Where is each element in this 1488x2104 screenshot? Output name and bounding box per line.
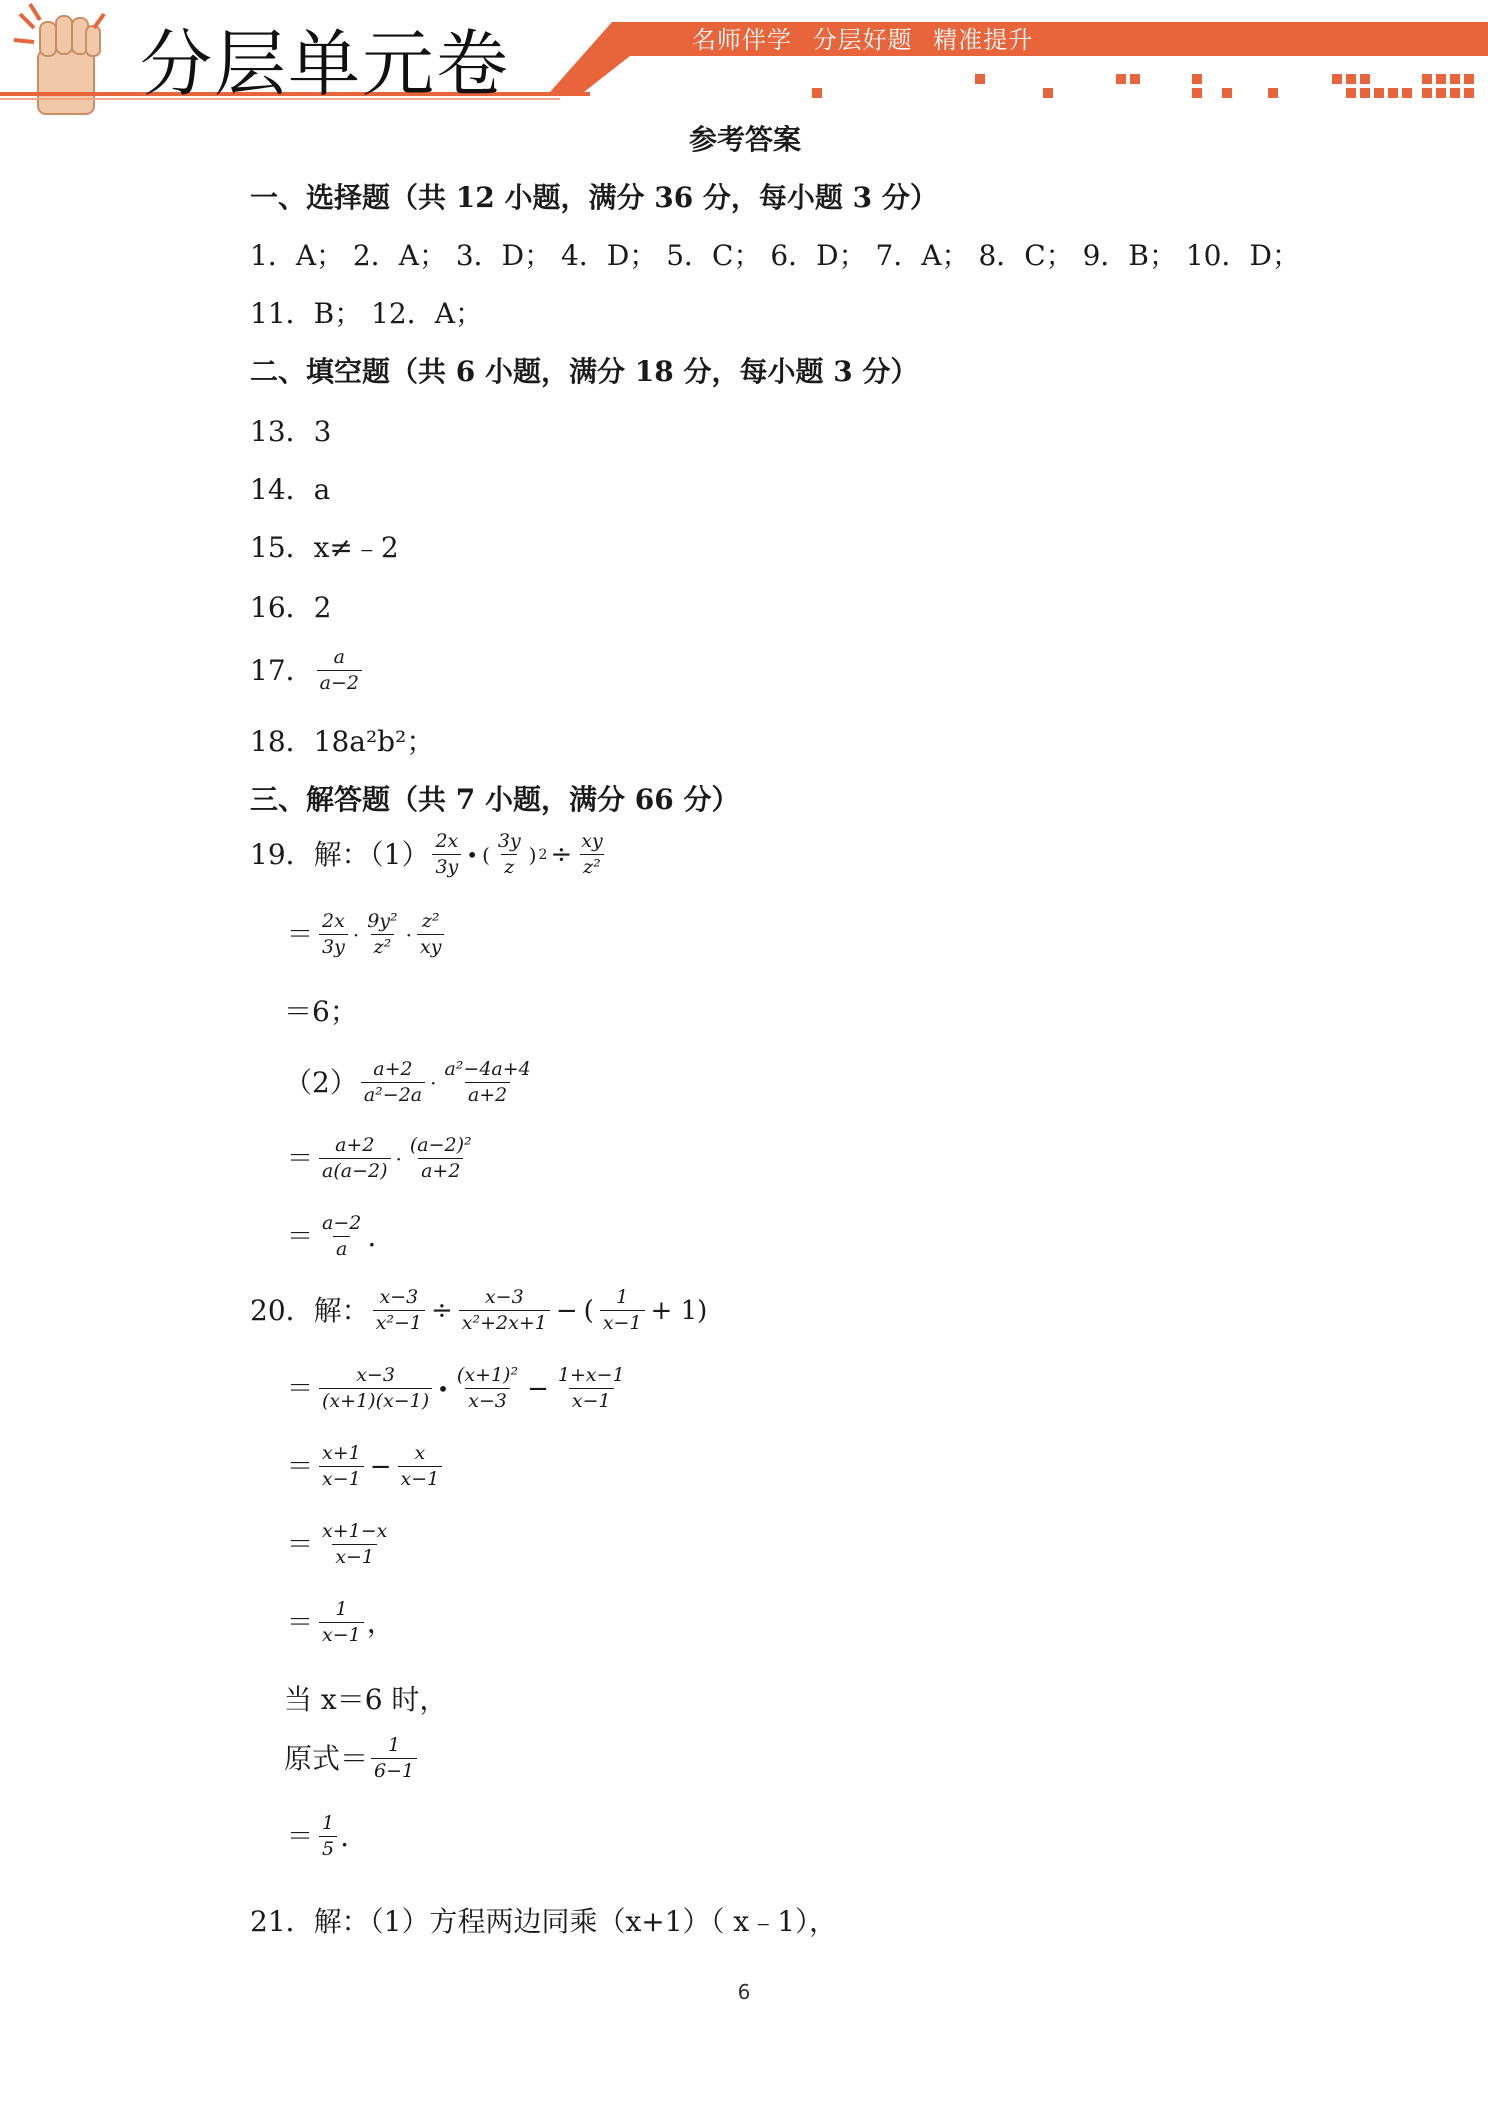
- answer-13: 13．3: [250, 415, 332, 448]
- answer-17-label: 17．: [250, 653, 314, 687]
- q20-step-4: ＝ $\frac{1}{x-1}$ ，: [287, 1598, 395, 1646]
- brand-title: 分层单元卷: [140, 22, 511, 106]
- q19-step-3: ＝ $\frac{a+2}{a(a-2)}$ · $\frac{\text{(a−2)²}}{a+2}$: [287, 1134, 472, 1182]
- q19-problem-1: 19．解：（1） $\frac{2x}{3y}$ • ( $\frac{3y}{z}$ ) 2 ÷ $\frac{xy}{\text{z²}}$: [250, 830, 603, 878]
- answer-14: 14．a: [250, 473, 331, 506]
- fist-logo-icon: [14, 4, 104, 114]
- q20-final: ＝ $\frac{1}{5}$ .: [287, 1812, 350, 1860]
- q20-step-2: ＝ $\frac{x+1}{x-1}$ − $\frac{x}{x-1}$: [284, 1444, 445, 1489]
- header-banner: [0, 0, 1488, 120]
- q20-when: 当 x＝6 时，: [284, 1683, 448, 1716]
- decorative-dots: [812, 74, 1474, 98]
- answer-15: 15．x≠﹣2: [250, 531, 399, 564]
- q20-step-1: ＝ $\frac{x-3}{(x+1)(x-1)}$ • $\frac{\text{(x+1)²}}{x-3}$ − $\frac{1+x-1}{x-1}$: [287, 1364, 625, 1412]
- q20-step-3: ＝ $\frac{x+1-x}{x-1}$: [287, 1520, 388, 1568]
- slogan-text: 名师伴学 分层好题 精准提升: [692, 26, 1034, 54]
- q19-step-1: ＝ $\frac{2x}{3y}$ · $\frac{\text{9y²}}{\text{z²}}$ · $\frac{\text{z²}}{xy}$: [284, 912, 447, 957]
- fraction: $\frac{a}{a-2}$: [317, 648, 362, 693]
- answer-17: [250, 648, 365, 693]
- page-title: 参考答案: [688, 123, 801, 156]
- q19-result-2: ＝ $\frac{a-2}{a}$ .: [287, 1212, 377, 1260]
- answer-18: 18．18a²b²；: [250, 725, 435, 758]
- section1-answers-line2: 11．B； 12．A；: [250, 297, 483, 330]
- page-number: 6: [737, 1980, 751, 2004]
- section2-heading: 二、填空题（共 6 小题，满分 18 分，每小题 3 分）: [250, 355, 919, 388]
- section1-heading: 一、选择题（共 12 小题，满分 36 分，每小题 3 分）: [250, 181, 938, 214]
- q19-problem-2: （2） $\frac{a+2}{\text{a²−2a}}$ · $\frac{\text{a²−4a+4}}{a+2}$: [284, 1058, 531, 1106]
- answer-16: 16．2: [250, 591, 332, 624]
- q19-label: 19．解：（1）: [250, 837, 430, 871]
- q19-result-1: ＝6；: [284, 995, 358, 1028]
- q20-problem: 20．解： $\frac{x-3}{\text{x²−1}}$ ÷ $\frac{x-3}{\text{x²+2x+1}}$ − ( $\frac{1}{x-1}$ + 1): [250, 1286, 708, 1334]
- section1-answers-line1: 1．A； 2．A； 3．D； 4．D； 5．C； 6．D； 7．A； 8．C； 9．B； 10．D；: [250, 239, 1300, 272]
- q21-start: 21．解：（1）方程两边同乘（x+1）（ x﹣1），: [250, 1905, 838, 1938]
- q20-label: 20．解：: [250, 1293, 370, 1327]
- section3-heading: 三、解答题（共 7 小题，满分 66 分）: [250, 783, 740, 816]
- q20-original-expression: 原式＝ $\frac{1}{6-1}$: [284, 1736, 420, 1781]
